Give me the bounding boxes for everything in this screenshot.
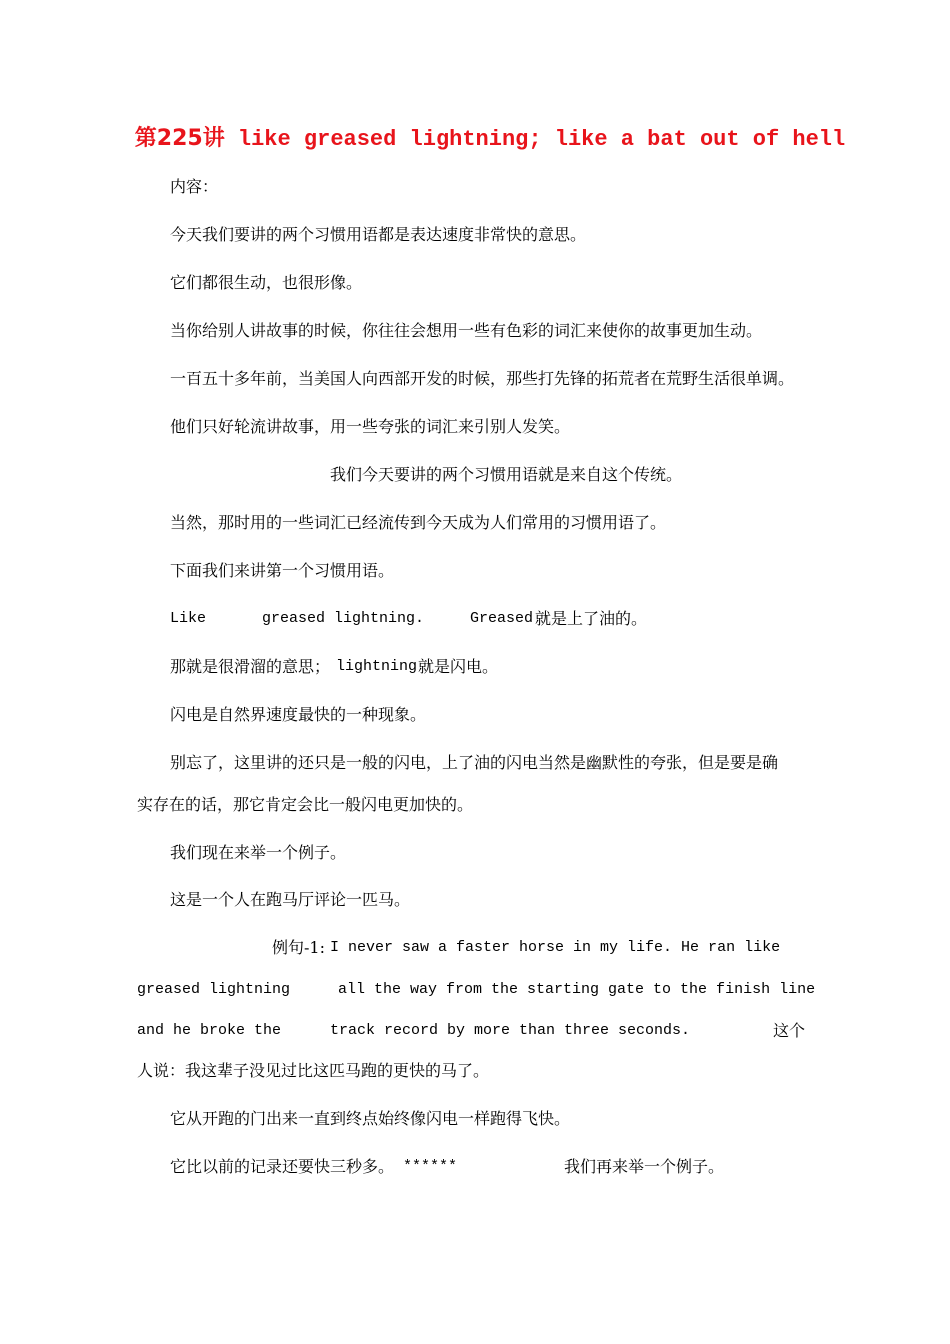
idiom-phrase: greased lightning. [262, 610, 425, 627]
paragraph-line: 一百五十多年前，当美国人向西部开发的时候，那些打先锋的拓荒者在荒野生活很单调。 [170, 369, 795, 388]
idiom-word-like: Like [170, 610, 207, 627]
paragraph-line: 他们只好轮流讲故事，用一些夸张的词汇来引别人发笑。 [170, 417, 571, 436]
idiom-word-greased: Greased [470, 610, 534, 627]
paragraph-line: 我们再来举一个例子。 [564, 1157, 725, 1176]
document-title [0, 124, 950, 154]
separator-stars: ****** [403, 1158, 458, 1175]
paragraph-line: 实存在的话，那它肯定会比一般闪电更加快的。 [137, 795, 474, 814]
paragraph-line: 今天我们要讲的两个习惯用语都是表达速度非常快的意思。 [170, 225, 587, 244]
paragraph-line: 这是一个人在跑马厅评论一匹马。 [170, 890, 411, 909]
paragraph-line: 那就是很滑溜的意思； [170, 657, 331, 676]
paragraph-line: 这个 [773, 1021, 806, 1040]
paragraph-line: 闪电是自然界速度最快的一种现象。 [170, 705, 427, 724]
example-sentence: greased lightning [137, 981, 291, 998]
paragraph-line: 当然，那时用的一些词汇已经流传到今天成为人们常用的习惯用语了。 [170, 513, 667, 532]
paragraph-line: 就是闪电。 [418, 657, 499, 676]
paragraph-line: 人说：我这辈子没见过比这匹马跑的更快的马了。 [137, 1061, 490, 1080]
example-sentence: track record by more than three seconds. [330, 1022, 691, 1039]
title-chinese: 第225讲 [134, 126, 225, 151]
paragraph-line: 它比以前的记录还要快三秒多。 [170, 1157, 395, 1176]
paragraph-line: 我们今天要讲的两个习惯用语就是来自这个传统。 [330, 465, 683, 484]
example-sentence: all the way from the starting gate to the finish line [338, 981, 816, 998]
example-sentence: and he broke the [137, 1022, 282, 1039]
example-label: 例句-1: [272, 938, 325, 957]
paragraph-line: 下面我们来讲第一个习惯用语。 [170, 561, 395, 580]
idiom-explanation: 就是上了油的。 [535, 609, 648, 628]
title-english: like greased lightning; like a bat out of hell [224, 127, 846, 152]
paragraph-line: 我们现在来举一个例子。 [170, 843, 347, 862]
paragraph-line: 当你给别人讲故事的时候，你往往会想用一些有色彩的词汇来使你的故事更加生动。 [170, 321, 763, 340]
paragraph-content-label: 内容： [170, 177, 219, 196]
paragraph-line: 它从开跑的门出来一直到终点始终像闪电一样跑得飞快。 [170, 1109, 571, 1128]
word-lightning: lightning [336, 658, 418, 675]
paragraph-line: 别忘了，这里讲的还只是一般的闪电，上了油的闪电当然是幽默性的夸张，但是要是确 [170, 753, 779, 772]
paragraph-line: 它们都很生动，也很形像。 [170, 273, 363, 292]
example-sentence: I never saw a faster horse in my life. He ran like [330, 939, 781, 956]
